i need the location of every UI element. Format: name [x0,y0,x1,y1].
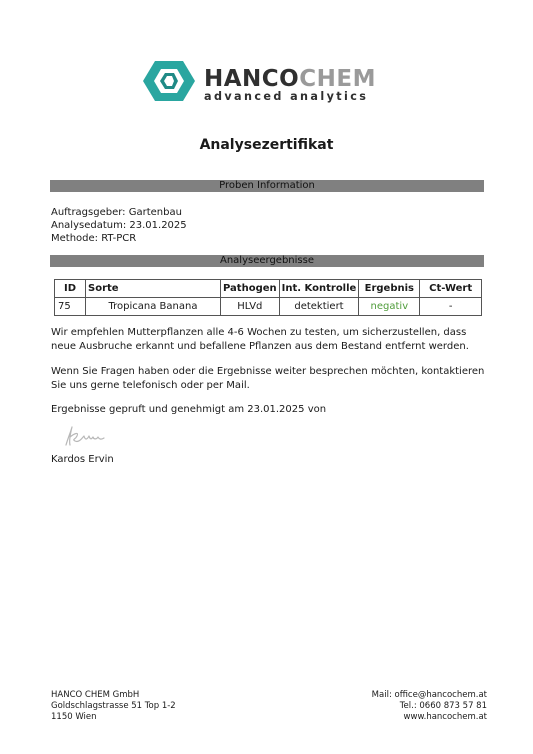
table-header-row [55,280,482,298]
footer-address [51,690,176,723]
results-table [54,279,482,316]
cell-id: 75 [55,298,86,316]
handwritten-signature-icon [62,423,108,449]
logo-brand-part1: HANCO [204,66,300,92]
column-header-variety: Sorte [86,280,221,298]
footer-website: www.hancochem.at [403,712,487,722]
column-header-ct-value: Ct-Wert [420,280,482,298]
footer-company: HANCO CHEM GmbH [51,690,140,700]
column-header-pathogen: Pathogen [221,280,280,298]
footer-contact [372,690,487,723]
logo-brand-text [204,66,376,92]
recommendation-paragraph: Wir empfehlen Mutterpflanzen alle 4-6 Wochen zu testen, um sicherzustellen, dass neue Ausbruche erkannt und befallene Pflanzen aus dem Bestand entfernt werden. [51,327,469,352]
column-header-result: Ergebnis [359,280,420,298]
footer-city: 1150 Wien [51,712,97,722]
logo-tagline: advanced analytics [204,90,369,103]
document-title: Analysezertifikat [199,137,334,153]
contact-paragraph: Wenn Sie Fragen haben oder die Ergebnisse weiter besprechen möchten, kontaktieren Sie uns gerne telefonisch oder per Mail. [51,366,485,391]
sample-info-block [51,206,187,245]
section-header-sample-info: Proben Information [50,180,484,192]
column-header-internal-control: Int. Kontrolle [279,280,359,298]
section-header-results: Analyseergebnisse [50,255,484,267]
method-line: Methode: RT-PCR [51,233,137,244]
analysis-date-line: Analysedatum: 23.01.2025 [51,220,187,231]
hancochem-logo-icon [140,56,198,106]
cell-result: negativ [359,298,420,316]
cell-variety: Tropicana Banana [86,298,221,316]
approval-paragraph: Ergebnisse gepruft und genehmigt am 23.01.2025 von [51,404,327,415]
cell-pathogen: HLVd [221,298,280,316]
client-line: Auftragsgeber: Gartenbau [51,207,182,218]
footer-mail: Mail: office@hancochem.at [371,690,487,700]
signer-name: Kardos Ervin [51,454,114,465]
logo-brand-part2: CHEM [299,66,376,92]
column-header-id: ID [55,280,86,298]
table-row [55,298,482,316]
company-logo [140,56,390,106]
footer-phone: Tel.: 0660 873 57 81 [399,701,487,711]
cell-ct-value: - [420,298,482,316]
footer-street: Goldschlagstrasse 51 Top 1-2 [51,701,176,711]
cell-internal-control: detektiert [279,298,359,316]
